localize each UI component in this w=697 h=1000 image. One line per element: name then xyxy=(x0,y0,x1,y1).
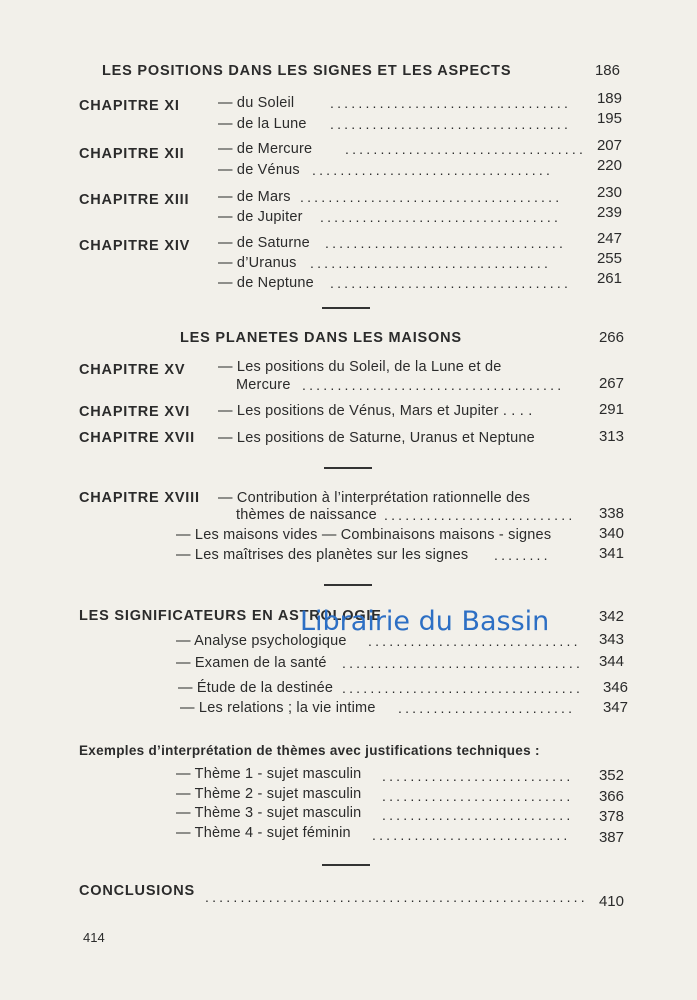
toc-entry-page: 347 xyxy=(602,699,628,716)
dot-leader: ........................... xyxy=(382,788,574,804)
section-page-conclusions: 410 xyxy=(598,893,624,910)
toc-entry-label: — de Saturne xyxy=(218,235,310,251)
chapter-label: CHAPITRE XII xyxy=(79,146,185,162)
toc-entry-page: 230 xyxy=(596,184,622,201)
toc-entry-page: 261 xyxy=(596,270,622,287)
toc-entry-label: — Thème 3 - sujet masculin xyxy=(176,805,362,821)
toc-entry-label: — de Neptune xyxy=(218,275,314,291)
chapter-label: CHAPITRE XIV xyxy=(79,238,191,254)
dot-leader: ......................... xyxy=(398,700,576,716)
toc-entry-label: — Les maîtrises des planètes sur les signes xyxy=(176,547,469,563)
dot-leader: .................................. xyxy=(342,680,584,696)
section-title-positions: LES POSITIONS DANS LES SIGNES ET LES ASPECTS xyxy=(102,63,512,79)
dot-leader: ........ xyxy=(494,547,551,563)
toc-entry-label: — Examen de la santé xyxy=(176,655,327,671)
dot-leader: .................................. xyxy=(312,162,554,178)
toc-entry-label: — de Mercure xyxy=(218,141,313,157)
toc-entry-page: 195 xyxy=(596,110,622,127)
toc-entry-label: — Les maisons vides — Combinaisons maisons - signes xyxy=(176,527,552,543)
dot-leader: .................................. xyxy=(342,655,584,671)
toc-entry-page: 343 xyxy=(598,631,624,648)
toc-entry-page: 366 xyxy=(598,788,624,805)
section-page-positions: 186 xyxy=(594,62,620,79)
dot-leader: ........................... xyxy=(382,768,574,784)
dot-leader: .................................. xyxy=(330,275,572,291)
dot-leader: ...................................................... xyxy=(205,889,588,905)
toc-entry-label: — Thème 4 - sujet féminin xyxy=(176,825,351,841)
toc-entry-label: — Analyse psychologique xyxy=(176,633,347,649)
toc-entry-label: — du Soleil xyxy=(218,95,295,111)
dot-leader: .................................. xyxy=(310,255,552,271)
section-divider xyxy=(324,584,372,586)
dot-leader: .................................. xyxy=(330,116,572,132)
section-divider xyxy=(324,467,372,469)
toc-entry-page: 344 xyxy=(598,653,624,670)
toc-entry-label: — de Jupiter xyxy=(218,209,303,225)
dot-leader: ..................................... xyxy=(302,377,565,393)
section-title-significateurs: LES SIGNIFICATEURS EN ASTROLOGIE xyxy=(79,608,382,624)
toc-entry-label: — Les positions de Saturne, Uranus et Neptune xyxy=(218,430,535,446)
toc-entry-label: — d’Uranus xyxy=(218,255,297,271)
toc-entry-label: — Les positions du Soleil, de la Lune et de xyxy=(218,359,502,375)
chapter-label: CHAPITRE XVII xyxy=(79,430,195,446)
section-divider xyxy=(322,307,370,309)
dot-leader: .................................. xyxy=(345,141,587,157)
toc-entry-label: — de Mars xyxy=(218,189,291,205)
chapter-label: CHAPITRE XIII xyxy=(79,192,190,208)
section-page-planetes: 266 xyxy=(598,329,624,346)
toc-entry-page: 341 xyxy=(598,545,624,562)
toc-entry-page: 378 xyxy=(598,808,624,825)
toc-entry-page: 340 xyxy=(598,525,624,542)
section-divider xyxy=(322,864,370,866)
dot-leader: .................................. xyxy=(325,235,567,251)
toc-entry-page: 247 xyxy=(596,230,622,247)
toc-entry-page: 338 xyxy=(598,505,624,522)
section-title-planetes: LES PLANETES DANS LES MAISONS xyxy=(180,330,462,346)
dot-leader: ........................... xyxy=(384,507,576,523)
toc-entry-page: 220 xyxy=(596,157,622,174)
dot-leader: ..................................... xyxy=(300,189,563,205)
toc-entry-page: 239 xyxy=(596,204,622,221)
page-number: 414 xyxy=(83,930,105,945)
toc-entry-label: Mercure xyxy=(236,377,291,393)
toc-entry-page: 387 xyxy=(598,829,624,846)
section-title-conclusions: CONCLUSIONS xyxy=(79,883,195,899)
toc-entry-label: — Contribution à l’interprétation rationnelle des xyxy=(218,490,531,506)
toc-entry-label: — de Vénus xyxy=(218,162,300,178)
toc-entry-page: 189 xyxy=(596,90,622,107)
dot-leader: ............................ xyxy=(372,827,571,843)
toc-entry-page: 291 xyxy=(598,401,624,418)
toc-entry-label: — Thème 1 - sujet masculin xyxy=(176,766,362,782)
toc-entry-label: — Les relations ; la vie intime xyxy=(180,700,376,716)
toc-entry-label: — Étude de la destinée xyxy=(178,680,334,696)
chapter-label: CHAPITRE XVIII xyxy=(79,490,200,506)
toc-entry-label: — Thème 2 - sujet masculin xyxy=(176,786,362,802)
section-page-significateurs: 342 xyxy=(598,608,624,625)
toc-entry-label: thèmes de naissance xyxy=(236,507,377,523)
dot-leader: ........................... xyxy=(382,807,574,823)
section-title-exemples: Exemples d’interprétation de thèmes avec justifications techniques : xyxy=(79,743,540,758)
toc-entry-page: 313 xyxy=(598,428,624,445)
toc-entry-label: — Les positions de Vénus, Mars et Jupiter . . . . xyxy=(218,403,533,419)
toc-entry-page: 255 xyxy=(596,250,622,267)
dot-leader: .................................. xyxy=(330,95,572,111)
chapter-label: CHAPITRE XVI xyxy=(79,404,191,420)
toc-entry-page: 352 xyxy=(598,767,624,784)
dot-leader: .............................. xyxy=(368,633,581,649)
toc-entry-page: 207 xyxy=(596,137,622,154)
chapter-label: CHAPITRE XV xyxy=(79,362,186,378)
dot-leader: .................................. xyxy=(320,209,562,225)
bookseller-watermark: Librairie du Bassin xyxy=(300,606,550,637)
chapter-label: CHAPITRE XI xyxy=(79,98,180,114)
toc-entry-page: 267 xyxy=(598,375,624,392)
toc-entry-page: 346 xyxy=(602,679,628,696)
toc-entry-label: — de la Lune xyxy=(218,116,307,132)
